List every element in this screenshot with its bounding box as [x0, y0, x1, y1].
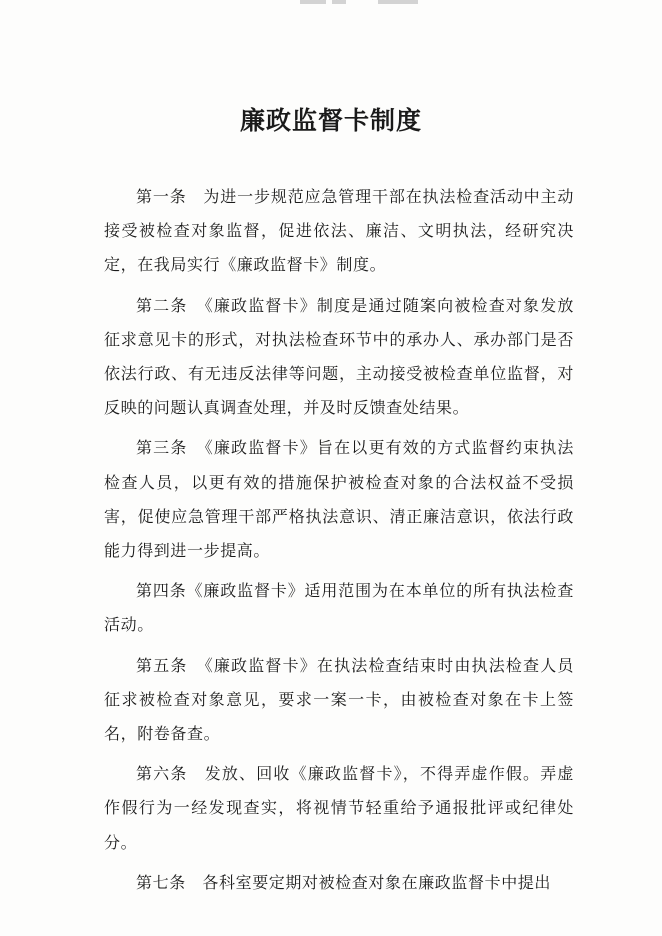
article-5: 第五条 《廉政监督卡》在执法检查结束时由执法检查人员征求被检查对象意见，要求一案一卡，由被检查对象在卡上签名，附卷备查。: [104, 655, 574, 744]
article-1: 第一条 为进一步规范应急管理干部在执法检查活动中主动接受被检查对象监督，促进依法、廉洁、文明执法，经研究决定，在我局实行《廉政监督卡》制度。: [104, 187, 574, 275]
document-title: 廉政监督卡制度: [239, 106, 422, 135]
article-6: 第六条 发放、回收《廉政监督卡》，不得弄虚作假。弄虚作假行为一经发现查实，将视情节轻重给予通报批评或纪律处分。: [104, 764, 574, 852]
scan-marks: [0, 0, 662, 6]
article-3: 第三条 《廉政监督卡》旨在以更有效的方式监督约束执法检查人员，以更有效的措施保护被检查对象的合法权益不受损害，促使应急管理干部严格执法意识、清正廉洁意识，依法行政能力得到进一步提高。: [104, 438, 574, 561]
article-2: 第二条 《廉政监督卡》制度是通过随案向被检查对象发放征求意见卡的形式，对执法检查环节中的承办人、承办部门是否依法行政、有无违反法律等问题，主动接受被检查单位监督，对反映的问题认真调查处理，并及时反馈查处结果。: [104, 295, 574, 418]
scan-mark: [300, 0, 326, 4]
document-body: [104, 180, 574, 906]
article-7: 第七条 各科室要定期对被检查对象在廉政监督卡中提出: [136, 872, 552, 892]
scan-mark: [332, 0, 346, 4]
article-4: 第四条《廉政监督卡》适用范围为在本单位的所有执法检查活动。: [104, 581, 574, 635]
scan-mark: [378, 0, 418, 4]
